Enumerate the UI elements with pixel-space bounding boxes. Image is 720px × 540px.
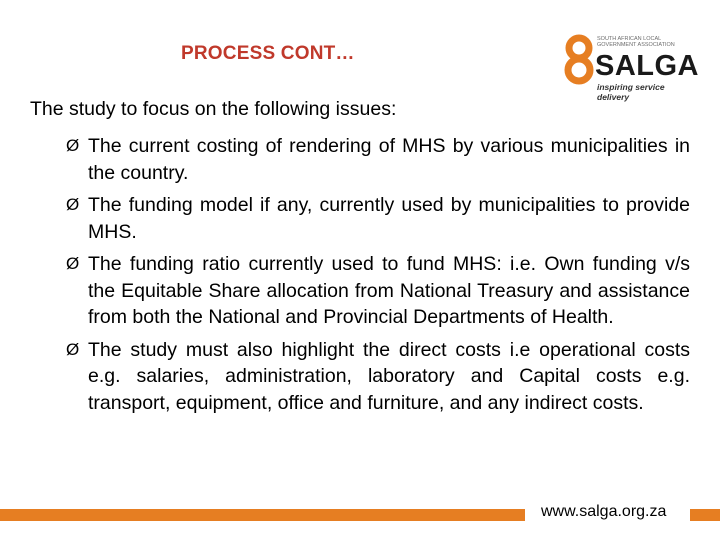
salga-logo bbox=[562, 34, 699, 102]
slide-title: PROCESS CONT… bbox=[181, 43, 355, 64]
footer-url[interactable]: www.salga.org.za bbox=[541, 503, 667, 520]
bullet-text: The funding model if any, currently used by municipalities to provide MHS. bbox=[88, 194, 690, 243]
arrow-bullet-icon: Ø bbox=[66, 195, 80, 214]
bullet-list bbox=[66, 133, 690, 422]
bullet-text: The study must also highlight the direct costs i.e operational costs e.g. salaries, administration, laboratory and Capital costs e.g. transport, equipment, office and furniture, and any indirect costs. bbox=[88, 338, 690, 414]
intro-text: The study to focus on the following issues: bbox=[30, 98, 397, 120]
arrow-bullet-icon: Ø bbox=[66, 339, 80, 359]
list-item bbox=[66, 337, 690, 417]
bullet-text: The current costing of rendering of MHS by various municipalities in the country. bbox=[88, 135, 690, 184]
list-item bbox=[66, 251, 690, 331]
salga-8-icon bbox=[562, 34, 596, 86]
logo-tagline: inspiring service delivery bbox=[597, 82, 665, 102]
footer-bar bbox=[0, 509, 525, 521]
logo-small-text: SOUTH AFRICAN LOCAL GOVERNMENT ASSOCIATION bbox=[597, 36, 675, 48]
logo-wordmark: SALGA bbox=[595, 50, 699, 82]
arrow-bullet-icon: Ø bbox=[66, 254, 80, 273]
footer-corner-bar bbox=[690, 509, 720, 521]
list-item bbox=[66, 192, 690, 245]
arrow-bullet-icon: Ø bbox=[66, 136, 80, 155]
bullet-text: The funding ratio currently used to fund MHS: i.e. Own funding v/s the Equitable Share allocation from National Treasury and assistance from both the National and Provincial Departments of Health. bbox=[88, 253, 690, 328]
list-item bbox=[66, 133, 690, 186]
